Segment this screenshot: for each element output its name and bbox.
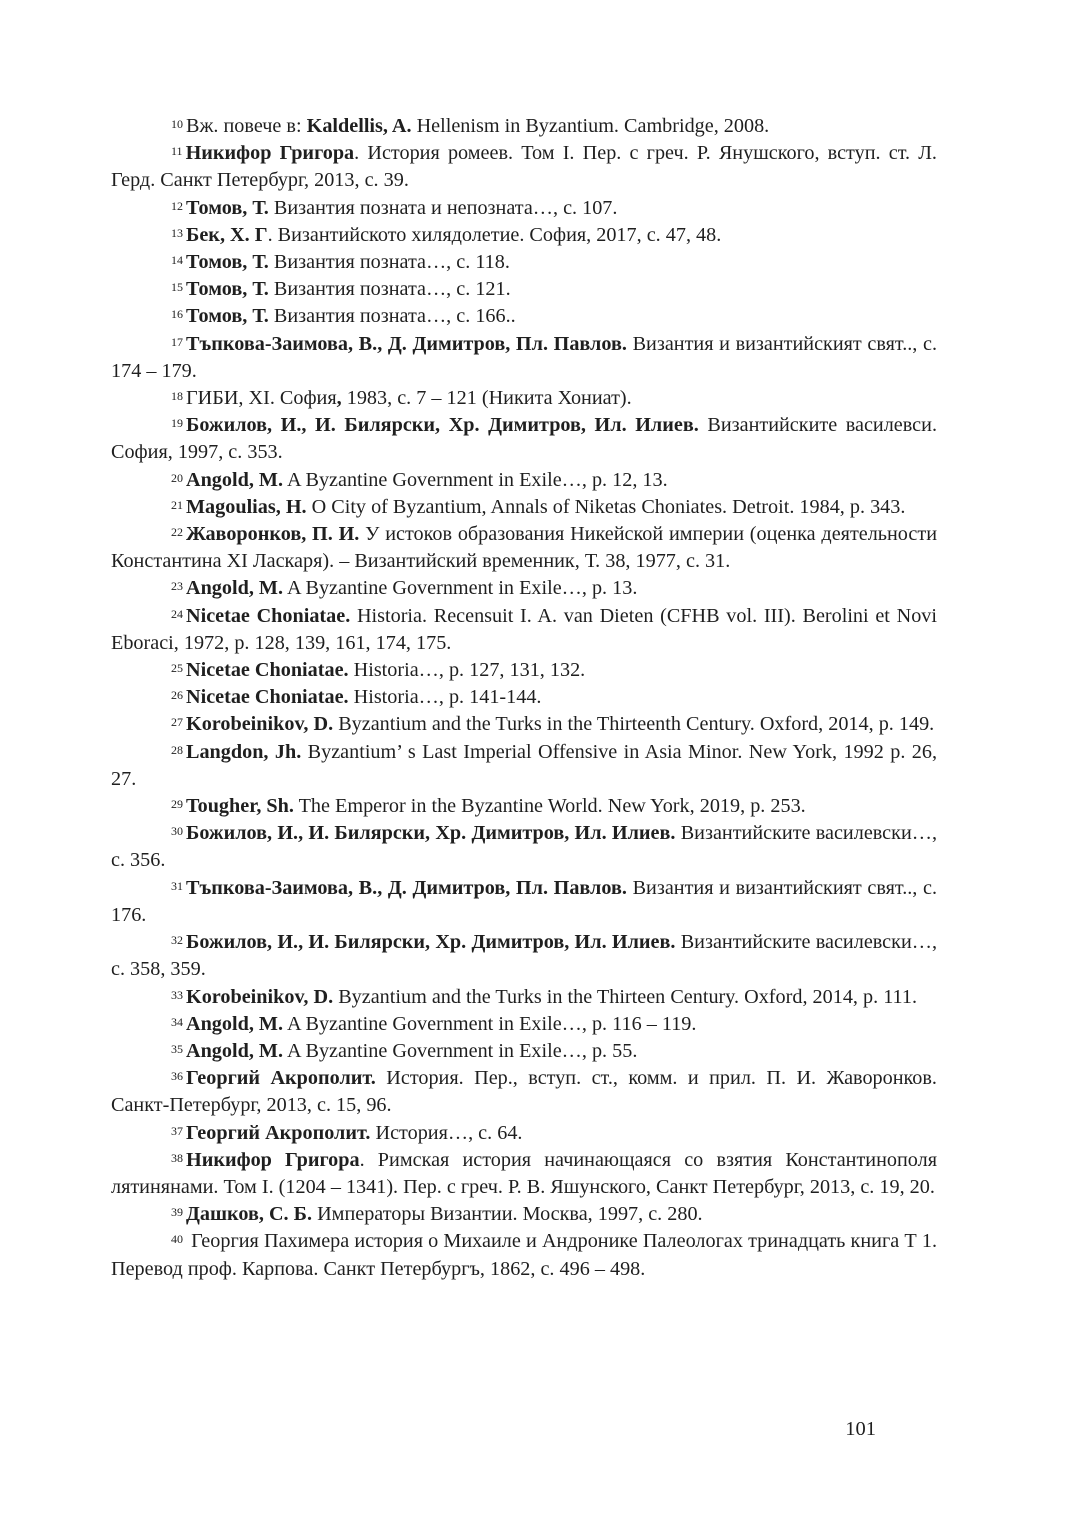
- footnote-number: 20: [171, 470, 183, 485]
- footnote-33: [111, 984, 937, 1011]
- footnote-29: [111, 793, 937, 820]
- page-number: 101: [845, 1418, 876, 1440]
- footnote-number: 15: [171, 280, 183, 295]
- footnote-18: [111, 385, 937, 412]
- footnote-40: [111, 1228, 937, 1282]
- footnote-text: У истоков образования Никейской империи (оценка деятельности Константина XI Ласкаря). – Византийский временник, Т. 38, 1977, с. 31.: [111, 523, 937, 573]
- footnote-author: Magoulias, H.: [186, 495, 307, 518]
- footnote-text: Byzantium and the Turks in the Thirteen Century. Oxford, 2014, p. 111.: [333, 985, 918, 1008]
- footnote-text: Византия позната и непозната…, с. 107.: [268, 196, 618, 219]
- footnote-19: [111, 412, 937, 466]
- footnote-author: Божилов, И., И. Билярски, Хр. Димитров, Ил. Илиев.: [186, 822, 676, 845]
- footnote-text: Византия позната…, с. 166..: [268, 305, 516, 328]
- footnote-text: A Byzantine Government in Exile…, p. 13.: [283, 577, 638, 600]
- footnote-author: Тъпкова-Заимова, В., Д. Димитров, Пл. Павлов.: [186, 332, 627, 355]
- footnote-text: Императоры Византии. Москва, 1997, с. 280.: [312, 1203, 703, 1226]
- footnote-number: 26: [171, 688, 183, 703]
- footnote-author: Георгий Акрополит.: [186, 1121, 371, 1144]
- footnote-author: Angold, M.: [186, 468, 284, 491]
- footnote-text: Византия и византийският свят.., с. 176.: [111, 876, 937, 926]
- footnote-number: 32: [171, 933, 183, 948]
- footnote-13: [111, 222, 937, 249]
- footnote-31: [111, 875, 937, 929]
- footnote-number: 25: [171, 661, 183, 676]
- footnote-author: Никифор Григора: [186, 1148, 360, 1171]
- footnote-author: Жаворонков, П. И.: [186, 523, 360, 546]
- footnote-20: [111, 467, 937, 494]
- footnote-number: 36: [171, 1069, 183, 1084]
- footnote-author: Томов, Т.: [186, 251, 269, 274]
- footnote-24: [111, 603, 937, 657]
- footnote-number: 14: [171, 253, 183, 268]
- footnote-number: 30: [171, 824, 183, 839]
- footnote-author: Никифор Григора: [185, 142, 355, 165]
- footnote-number: 33: [171, 987, 183, 1002]
- footnote-number: 12: [171, 198, 183, 213]
- footnote-author: Tougher, Sh.: [186, 795, 294, 818]
- footnote-author: Томов, Т.: [186, 196, 269, 219]
- footnote-author: Томов, Т.: [186, 278, 269, 301]
- footnote-author: Томов, Т.: [186, 305, 269, 328]
- footnote-text: Византия и византийският свят.., с. 174 – 179.: [111, 332, 937, 382]
- footnote-author: Angold, M.: [186, 577, 284, 600]
- footnote-30: [111, 820, 937, 874]
- footnote-23: [111, 575, 937, 602]
- footnote-text: Historia…, p. 127, 131, 132.: [348, 659, 586, 682]
- footnote-14: [111, 249, 937, 276]
- footnote-author: ,: [336, 387, 342, 410]
- footnote-number: 28: [171, 742, 183, 757]
- footnote-27: [111, 711, 937, 738]
- footnote-author: Kaldellis, A.: [306, 115, 412, 137]
- footnote-number: 39: [171, 1205, 183, 1220]
- footnote-author: Angold, M.: [186, 1039, 284, 1062]
- footnote-21: [111, 494, 937, 521]
- footnote-text: Византийските василевси. София, 1997, с. 353.: [111, 414, 937, 464]
- footnote-number: 35: [171, 1041, 183, 1056]
- footnote-text: История. Пер., вступ. ст., комм. и прил. П. И. Жаворонков. Санкт-Петербург, 2013, с. 15, 96.: [111, 1067, 937, 1117]
- footnote-15: [111, 276, 937, 303]
- footnote-number: 24: [171, 606, 183, 621]
- footnote-number: 18: [171, 389, 183, 404]
- footnote-text: Byzantium’ s Last Imperial Offensive in Asia Minor. New York, 1992 p. 26, 27.: [111, 740, 938, 790]
- footnote-32: [111, 929, 937, 983]
- footnotes-list: [111, 113, 937, 1283]
- footnote-text: O City of Byzantium, Annals of Niketas Choniates. Detroit. 1984, p. 343.: [306, 495, 906, 518]
- footnote-text: A Byzantine Government in Exile…, p. 116 – 119.: [283, 1012, 697, 1035]
- footnote-text: Hellenism in Byzantium. Cambridge, 2008.: [411, 115, 770, 137]
- footnote-text: Historia…, p. 141-144.: [348, 686, 542, 709]
- footnote-author: Nicetae Choniatae.: [186, 659, 349, 682]
- footnote-author: Angold, M.: [186, 1012, 284, 1035]
- footnote-author: Nicetae Choniatae.: [186, 686, 349, 709]
- footnote-author: Тъпкова-Заимова, В., Д. Димитров, Пл. Павлов.: [186, 876, 627, 899]
- footnote-36: [111, 1065, 937, 1119]
- footnote-37: [111, 1120, 937, 1147]
- footnote-number: 23: [171, 579, 183, 594]
- footnote-35: [111, 1038, 937, 1065]
- footnote-text: Византийските василевски…, с. 356.: [111, 822, 937, 872]
- footnote-number: 31: [171, 878, 183, 893]
- footnote-text: Георгия Пахимера история о Михаиле и Андронике Палеологах тринадцать книга Т 1. Перевод проф. Карпова. Санкт Петербургъ, 1862, с. 496 – 498.: [111, 1230, 937, 1280]
- footnote-text: . Римская история начинающаяся со взятия Константинополя лятинянами. Том I. (1204 – 1341). Пер. с греч. Р. В. Яшунского, Санкт Петербург, 2013, с. 19, 20.: [111, 1148, 937, 1198]
- footnote-number: 38: [171, 1150, 183, 1165]
- footnote-author: Бек, Х. Г: [186, 223, 268, 246]
- footnote-number: 13: [171, 225, 183, 240]
- footnote-text: The Emperor in the Byzantine World. New York, 2019, p. 253.: [293, 795, 806, 818]
- footnote-text: . История ромеев. Том I. Пер. с греч. Р. Янушского, вступ. ст. Л. Герд. Санкт Петербург, 2013, с. 39.: [111, 142, 937, 192]
- footnote-10: [111, 113, 937, 140]
- footnote-number: 11: [171, 144, 183, 159]
- footnote-author: Nicetae Choniatae.: [186, 604, 351, 627]
- footnote-author: Langdon, Jh.: [186, 740, 302, 763]
- footnote-author: Korobeinikov, D.: [186, 985, 334, 1008]
- footnote-text: Historia. Recensuit I. A. van Dieten (CFHB vol. III). Berolini et Novi Eboraci, 1972, p. 128, 139, 161, 174, 175.: [111, 604, 937, 654]
- footnote-39: [111, 1201, 937, 1228]
- footnote-text: Византийските василевски…, с. 358, 359.: [111, 931, 937, 981]
- footnote-text: Byzantium and the Turks in the Thirteenth Century. Oxford, 2014, p. 149.: [333, 713, 935, 736]
- footnote-17: [111, 331, 937, 385]
- footnote-prefix: Вж. повече в:: [186, 115, 307, 137]
- footnote-number: 40: [171, 1232, 183, 1247]
- footnote-22: [111, 521, 937, 575]
- footnote-number: 10: [171, 117, 183, 131]
- footnote-12: [111, 195, 937, 222]
- footnote-number: 17: [171, 334, 183, 349]
- footnote-text: Византия позната…, с. 121.: [268, 278, 511, 301]
- footnote-number: 16: [171, 307, 183, 322]
- footnote-26: [111, 684, 937, 711]
- footnote-text: 1983, с. 7 – 121 (Никита Хониат).: [341, 387, 632, 410]
- footnote-34: [111, 1011, 937, 1038]
- footnote-prefix: ГИБИ, XI. София: [186, 387, 337, 410]
- footnote-number: 29: [171, 797, 183, 812]
- footnote-number: 34: [171, 1014, 183, 1029]
- footnote-text: История…, с. 64.: [370, 1121, 523, 1144]
- footnote-author: Георгий Акрополит.: [186, 1067, 376, 1090]
- footnote-number: 21: [171, 497, 183, 512]
- footnote-number: 37: [171, 1123, 183, 1138]
- footnote-11: [111, 140, 937, 194]
- footnote-author: Дашков, С. Б.: [186, 1203, 313, 1226]
- footnote-number: 22: [171, 525, 183, 540]
- footnote-text: A Byzantine Government in Exile…, p. 55.: [283, 1039, 638, 1062]
- footnote-text: Византия позната…, с. 118.: [268, 251, 510, 274]
- footnote-16: [111, 303, 937, 330]
- footnote-author: Korobeinikov, D.: [186, 713, 334, 736]
- footnote-number: 19: [171, 416, 183, 431]
- footnote-author: Божилов, И., И. Билярски, Хр. Димитров, Ил. Илиев.: [186, 414, 699, 437]
- footnote-author: Божилов, И., И. Билярски, Хр. Димитров, Ил. Илиев.: [186, 931, 676, 954]
- footnote-28: [111, 739, 937, 793]
- footnote-number: 27: [171, 715, 183, 730]
- footnote-25: [111, 657, 937, 684]
- footnote-text: A Byzantine Government in Exile…, p. 12, 13.: [283, 468, 668, 491]
- footnote-38: [111, 1147, 937, 1201]
- footnote-text: . Византийското хилядолетие. София, 2017, с. 47, 48.: [267, 223, 722, 246]
